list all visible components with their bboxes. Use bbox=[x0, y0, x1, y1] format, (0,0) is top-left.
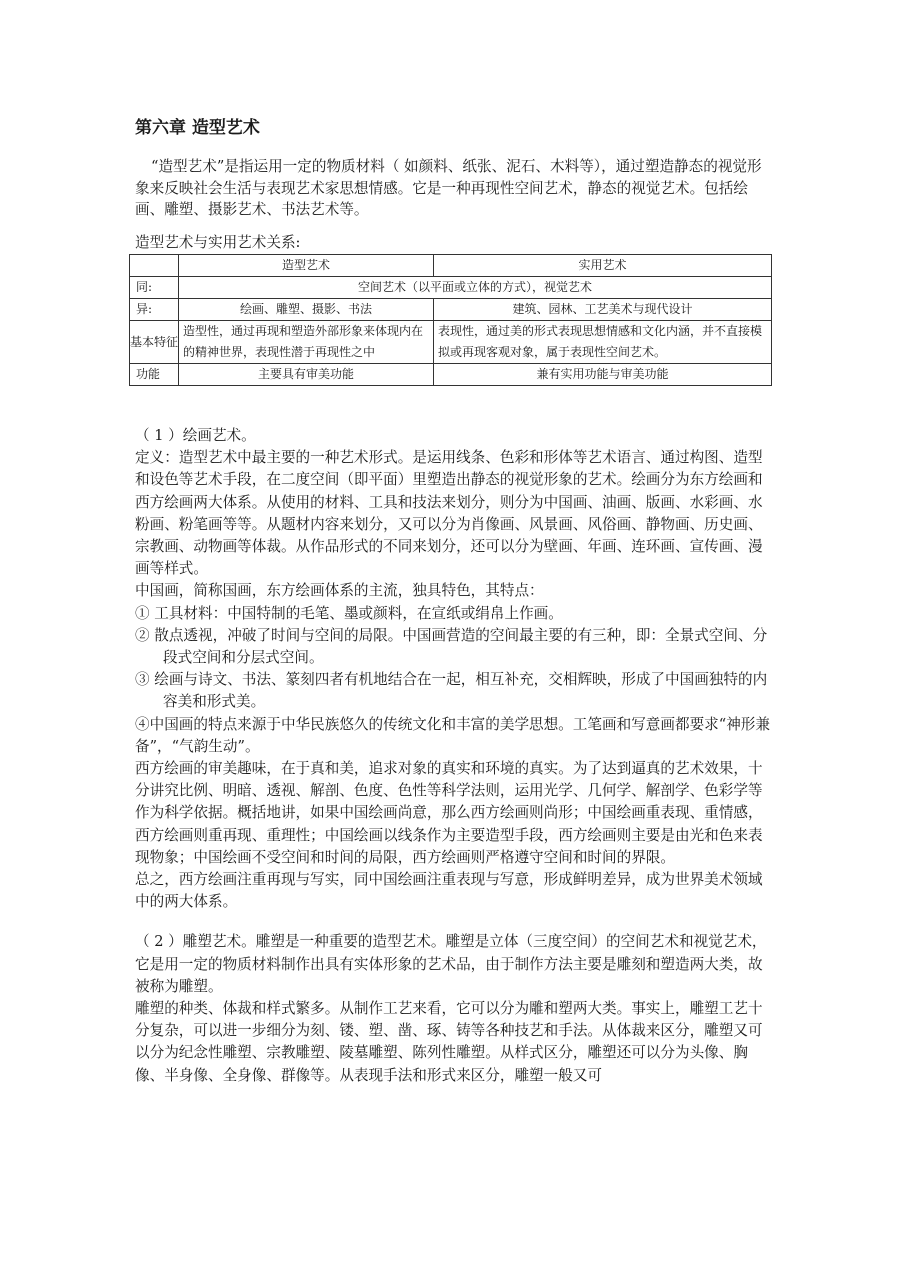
western-painting-paragraph: 西方绘画的审美趣味，在于真和美，追求对象的真实和环境的真实。为了达到逼真的艺术效果，十分讲究比例、明暗、透视、解剖、色度、色性等科学法则，运用光学、几何学、解剖学、色彩学等作为科学依据。概括地讲，如果中国绘画尚意，那么西方绘画则尚形；中国绘画重表现、重情感，西方绘画则重再现、重理性；中国绘画以线条作为主要造型手段，西方绘画则主要是由光和色来表现物象；中国绘画不受空间和时间的局限，西方绘画则严格遵守空间和时间的界限。 bbox=[135, 760, 763, 866]
chapter-title: 第六章 造型艺术 bbox=[135, 118, 260, 138]
table-header-empty bbox=[130, 255, 179, 277]
sculpture-heading-paragraph: （ 2 ）雕塑艺术。雕塑是一种重要的造型艺术。雕塑是立体（三度空间）的空间艺术和视觉艺术，它是用一定的物质材料制作出具有实体形象的艺术品，由于制作方法主要是雕刻和塑造两大类，故被称为雕塑。 bbox=[135, 933, 767, 995]
table-header-plastic: 造型艺术 bbox=[179, 255, 434, 277]
table-header-row bbox=[130, 255, 772, 277]
sculpture-types-paragraph: 雕塑的种类、体裁和样式繁多。从制作工艺来看，它可以分为雕和塑两大类。事实上，雕塑工艺十分复杂，可以进一步细分为刻、镂、塑、凿、琢、铸等各种技艺和手法。从体裁来区分，雕塑又可以分为纪念性雕塑、宗教雕塑、陵墓雕塑、陈列性雕塑。从样式区分，雕塑还可以分为头像、胸像、半身像、全身像、群像等。从表现手法和形式来区分，雕塑一般又可 bbox=[135, 1000, 763, 1084]
list-item: ③ 绘画与诗文、书法、篆刻四者有机地结合在一起，相互补充，交相辉映，形成了中国画独特的内容美和形式美。 bbox=[135, 671, 768, 711]
table-caption: 造型艺术与实用艺术关系: bbox=[135, 234, 301, 251]
table-row-feature bbox=[130, 321, 772, 364]
list-item: ① 工具材料：中国特制的毛笔、墨或颜料，在宣纸或绢帛上作画。 bbox=[135, 604, 563, 622]
painting-definition: 定义：造型艺术中最主要的一种艺术形式。是运用线条、色彩和形体等艺术语言、通过构图、造型和设色等艺术手段，在二度空间（即平面）里塑造出静态的视觉形象的艺术。绘画分为东方绘画和西方绘画两大体系。从使用的材料、工具和技法来划分，则分为中国画、油画、版画、水彩画、水粉画、粉笔画等等。从题材内容来划分，又可以分为肖像画、风景画、风俗画、静物画、历史画、宗教画、动物画等体裁。从作品形式的不同来划分，还可以分为壁画、年画、连环画、宣传画、漫画等样式。 bbox=[135, 449, 763, 578]
cell-function-plastic: 主要具有审美功能 bbox=[179, 364, 434, 386]
row-label-same: 同: bbox=[130, 277, 179, 299]
table-row-diff bbox=[130, 299, 772, 321]
list-item: ② 散点透视，冲破了时间与空间的局限。中国画营造的空间最主要的有三种，即：全景式空间、分段式空间和分层式空间。 bbox=[135, 626, 768, 667]
cell-same: 空间艺术（以平面或立体的方式），视觉艺术 bbox=[179, 277, 772, 299]
paragraph-gap bbox=[135, 913, 771, 931]
row-label-feature: 基本特征 bbox=[130, 321, 179, 364]
cell-feature-applied: 表现性，通过美的形式表现思想情感和文化内涵，并不直接模拟或再现客观对象，属于表现性空间艺术。 bbox=[434, 321, 772, 364]
row-label-diff: 异: bbox=[130, 299, 179, 321]
cell-diff-applied: 建筑、园林、工艺美术与现代设计 bbox=[434, 299, 772, 321]
cell-diff-plastic: 绘画、雕塑、摄影、书法 bbox=[179, 299, 434, 321]
main-body bbox=[135, 425, 771, 1087]
cell-feature-plastic: 造型性，通过再现和塑造外部形象来体现内在的精神世界，表现性潜于再现性之中 bbox=[179, 321, 434, 364]
summary-paragraph: 总之，西方绘画注重再现与写实，同中国绘画注重表现与写意，形成鲜明差异，成为世界美术领域中的两大体系。 bbox=[135, 871, 763, 911]
table-row-function bbox=[130, 364, 772, 386]
chinese-painting-intro: 中国画，简称国画，东方绘画体系的主流，独具特色，其特点： bbox=[135, 582, 544, 600]
intro-paragraph: “造型艺术”是指运用一定的物质材料（ 如颜料、纸张、泥石、木料等），通过塑造静态的视觉形象来反映社会生活与表现艺术家思想情感。它是一种再现性空间艺术，静态的视觉艺术。包括绘画、雕塑、摄影艺术、书法艺术等。 bbox=[135, 158, 762, 218]
list-item-4: ④中国画的特点来源于中华民族悠久的传统文化和丰富的美学思想。工笔画和写意画都要求“神形兼备”，“气韵生动”。 bbox=[135, 715, 770, 755]
table-row-same bbox=[130, 277, 772, 299]
section1-heading: （ 1 ）绘画艺术。 bbox=[135, 427, 256, 444]
cell-function-applied: 兼有实用功能与审美功能 bbox=[434, 364, 772, 386]
comparison-table bbox=[129, 254, 772, 386]
row-label-function: 功能 bbox=[130, 364, 179, 386]
table-header-applied: 实用艺术 bbox=[434, 255, 772, 277]
